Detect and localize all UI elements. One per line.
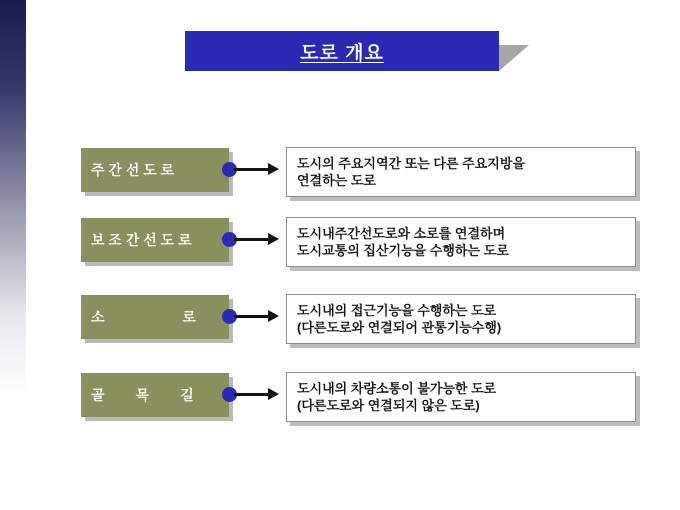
connector-arrow-head (268, 310, 279, 322)
connector-arrow-head (268, 163, 279, 175)
title-triangle-accent (499, 45, 529, 71)
slide-title-group (185, 31, 530, 73)
road-description-box (286, 147, 636, 197)
diagram-row (0, 294, 680, 350)
connector-arrow-head (268, 233, 279, 245)
connector-arrow-line (234, 238, 270, 241)
connector-arrow-line (234, 393, 270, 396)
description-line: 도시의 주요지역간 또는 다른 주요지방을 (297, 156, 525, 171)
description-line: 도시내의 접근기능을 수행하는 도로 (297, 303, 497, 318)
description-line: 도시내의 차량소통이 불가능한 도로 (297, 381, 497, 396)
diagram-row (0, 217, 680, 273)
road-type-label: 주 간 선 도 로 (91, 162, 175, 178)
diagram-row (0, 147, 680, 203)
road-type-label: 소 로 (91, 309, 196, 325)
road-description-box (286, 372, 636, 422)
description-line: (다른도로와 연결되어 관통기능수행) (297, 320, 502, 335)
road-type-label-box[interactable] (81, 218, 229, 262)
connector-arrow-line (234, 315, 270, 318)
description-line: 도시교통의 집산기능을 수행하는 도로 (297, 243, 509, 258)
diagram-row (0, 372, 680, 428)
description-line: 도시내주간선도로와 소로를 연결하며 (297, 226, 506, 241)
connector-arrow-line (234, 168, 270, 171)
road-type-label: 골 목 길 (91, 387, 194, 403)
connector-arrow-head (268, 388, 279, 400)
road-type-label: 보 조 간 선 도 로 (91, 232, 192, 248)
road-description-box (286, 294, 636, 344)
description-line: (다른도로와 연결되지 않은 도로) (297, 398, 480, 413)
road-description-box (286, 217, 636, 267)
description-line: 연결하는 도로 (297, 173, 376, 188)
title-bar (185, 31, 499, 71)
road-type-label-box[interactable] (81, 148, 229, 192)
road-type-label-box[interactable] (81, 295, 229, 339)
road-type-label-box[interactable] (81, 373, 229, 417)
page-title: 도로 개요 (300, 42, 384, 64)
